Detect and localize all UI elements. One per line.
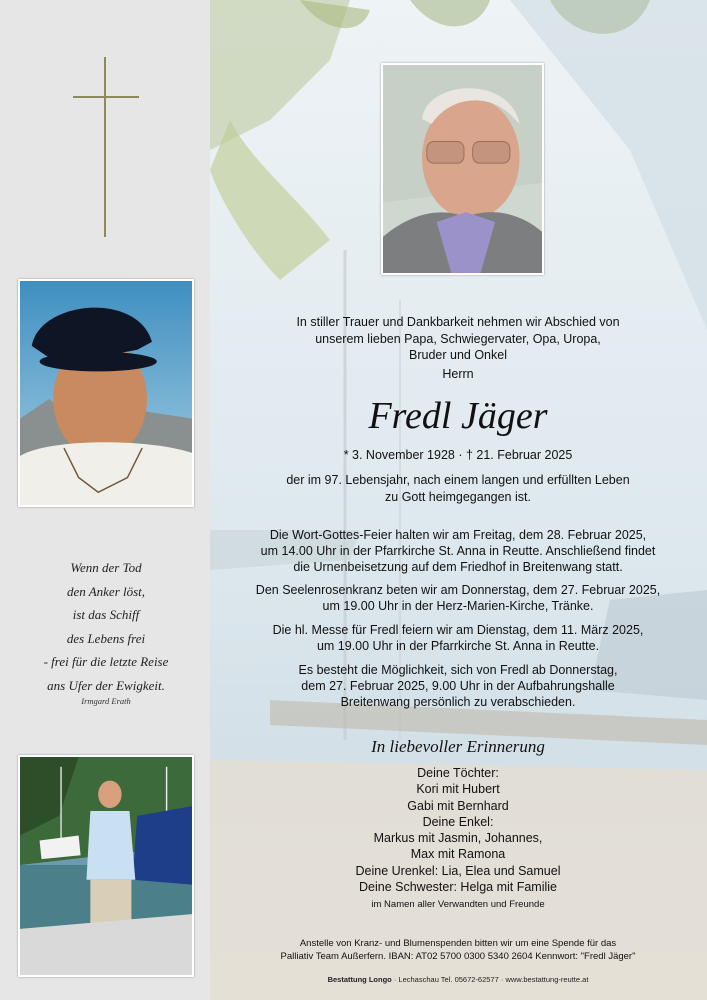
age-line: zu Gott heimgegangen ist. [385,489,531,504]
poem [20,556,192,697]
service-line: Den Seelenrosenkranz beten wir am Donnerstag, dem 27. Februar 2025, [255,583,661,597]
poem-line: den Anker löst, [66,583,146,599]
service-line: Die hl. Messe für Fredl feiern wir am Dienstag, dem 11. März 2025, [272,623,644,637]
service-line: Breitenwang persönlich zu verabschieden. [340,695,576,710]
poem-line: - frei für die letzte Reise [43,654,169,669]
family-line: Kori mit Hubert [416,782,500,797]
service-word-of-god [212,527,704,576]
footer [212,975,704,984]
donation-line: Anstelle von Kranz- und Blumenspenden bitten wir um eine Spende für das [299,938,617,949]
service-line: die Urnenbeisetzung auf dem Friedhof in Breitenwang statt. [293,560,623,575]
photo-harbor [18,755,194,977]
intro-line: In stiller Trauer und Dankbarkeit nehmen wir Abschied von [296,315,620,329]
life-dates: * 3. November 1928 · † 21. Februar 2025 [343,448,573,462]
left-panel [0,0,210,1000]
family-line: Markus mit Jasmin, Johannes, [373,831,543,846]
poem-line: ist das Schiff [72,607,140,622]
salutation: Herrn [442,367,474,381]
poem-author: Irmgard Erath [81,696,131,706]
service-line: um 19.00 Uhr in der Pfarrkirche St. Anna in Reutte. [316,639,600,654]
age-text [212,472,704,505]
family-line: Deine Urenkel: Lia, Elea und Samuel [355,863,561,878]
donation-line: Palliativ Team Außerfern. IBAN: AT02 5700 0300 5340 2604 Kennwort: "Fredl Jäger" [280,950,636,962]
deceased-name: Fredl Jäger [368,395,548,437]
intro-line: Bruder und Onkel [409,348,507,362]
poem-line: Wenn der Tod [70,560,142,575]
cross-icon-bar [73,96,139,98]
family-line: Deine Enkel: [422,814,494,829]
family-line: Gabi mit Bernhard [407,798,509,813]
service-mass [212,622,704,654]
service-line: um 19.00 Uhr in der Herz-Marien-Kirche, Tränke. [322,599,594,614]
age-line: der im 97. Lebensjahr, nach einem langen und erfüllten Leben [286,473,630,487]
service-line: Die Wort-Gottes-Feier halten wir am Freitag, dem 28. Februar 2025, [269,528,647,542]
service-farewell [212,662,704,711]
family-line: Deine Töchter: [417,766,499,780]
footer-details: · Lechaschau Tel. 05672-62577 · www.bestattung-reutte.at [391,975,589,984]
service-line: um 14.00 Uhr in der Pfarrkirche St. Anna in Reutte. Anschließend findet [260,544,656,559]
donation-note [212,938,704,963]
photo-portrait [381,63,544,275]
memory-title: In liebevoller Erinnerung [371,737,545,756]
poem-line: ans Ufer der Ewigkeit. [47,677,165,693]
relatives-line: im Namen aller Verwandten und Freunde [371,899,545,911]
cross-icon [104,57,106,237]
poem-line: des Lebens frei [66,630,146,646]
service-rosary [212,582,704,614]
service-line: dem 27. Februar 2025, 9.00 Uhr in der Aufbahrungshalle [301,679,615,694]
intro-line: unserem lieben Papa, Schwiegervater, Opa, Uropa, [315,331,601,346]
family-line: Deine Schwester: Helga mit Familie [359,880,557,895]
photo-sailor-cap [18,279,194,507]
family-line: Max mit Ramona [410,847,506,862]
intro-text [212,314,704,364]
service-line: Es besteht die Möglichkeit, sich von Fredl ab Donnerstag, [298,663,618,677]
family-list [212,765,704,914]
footer-company: Bestattung Longo [327,975,392,984]
